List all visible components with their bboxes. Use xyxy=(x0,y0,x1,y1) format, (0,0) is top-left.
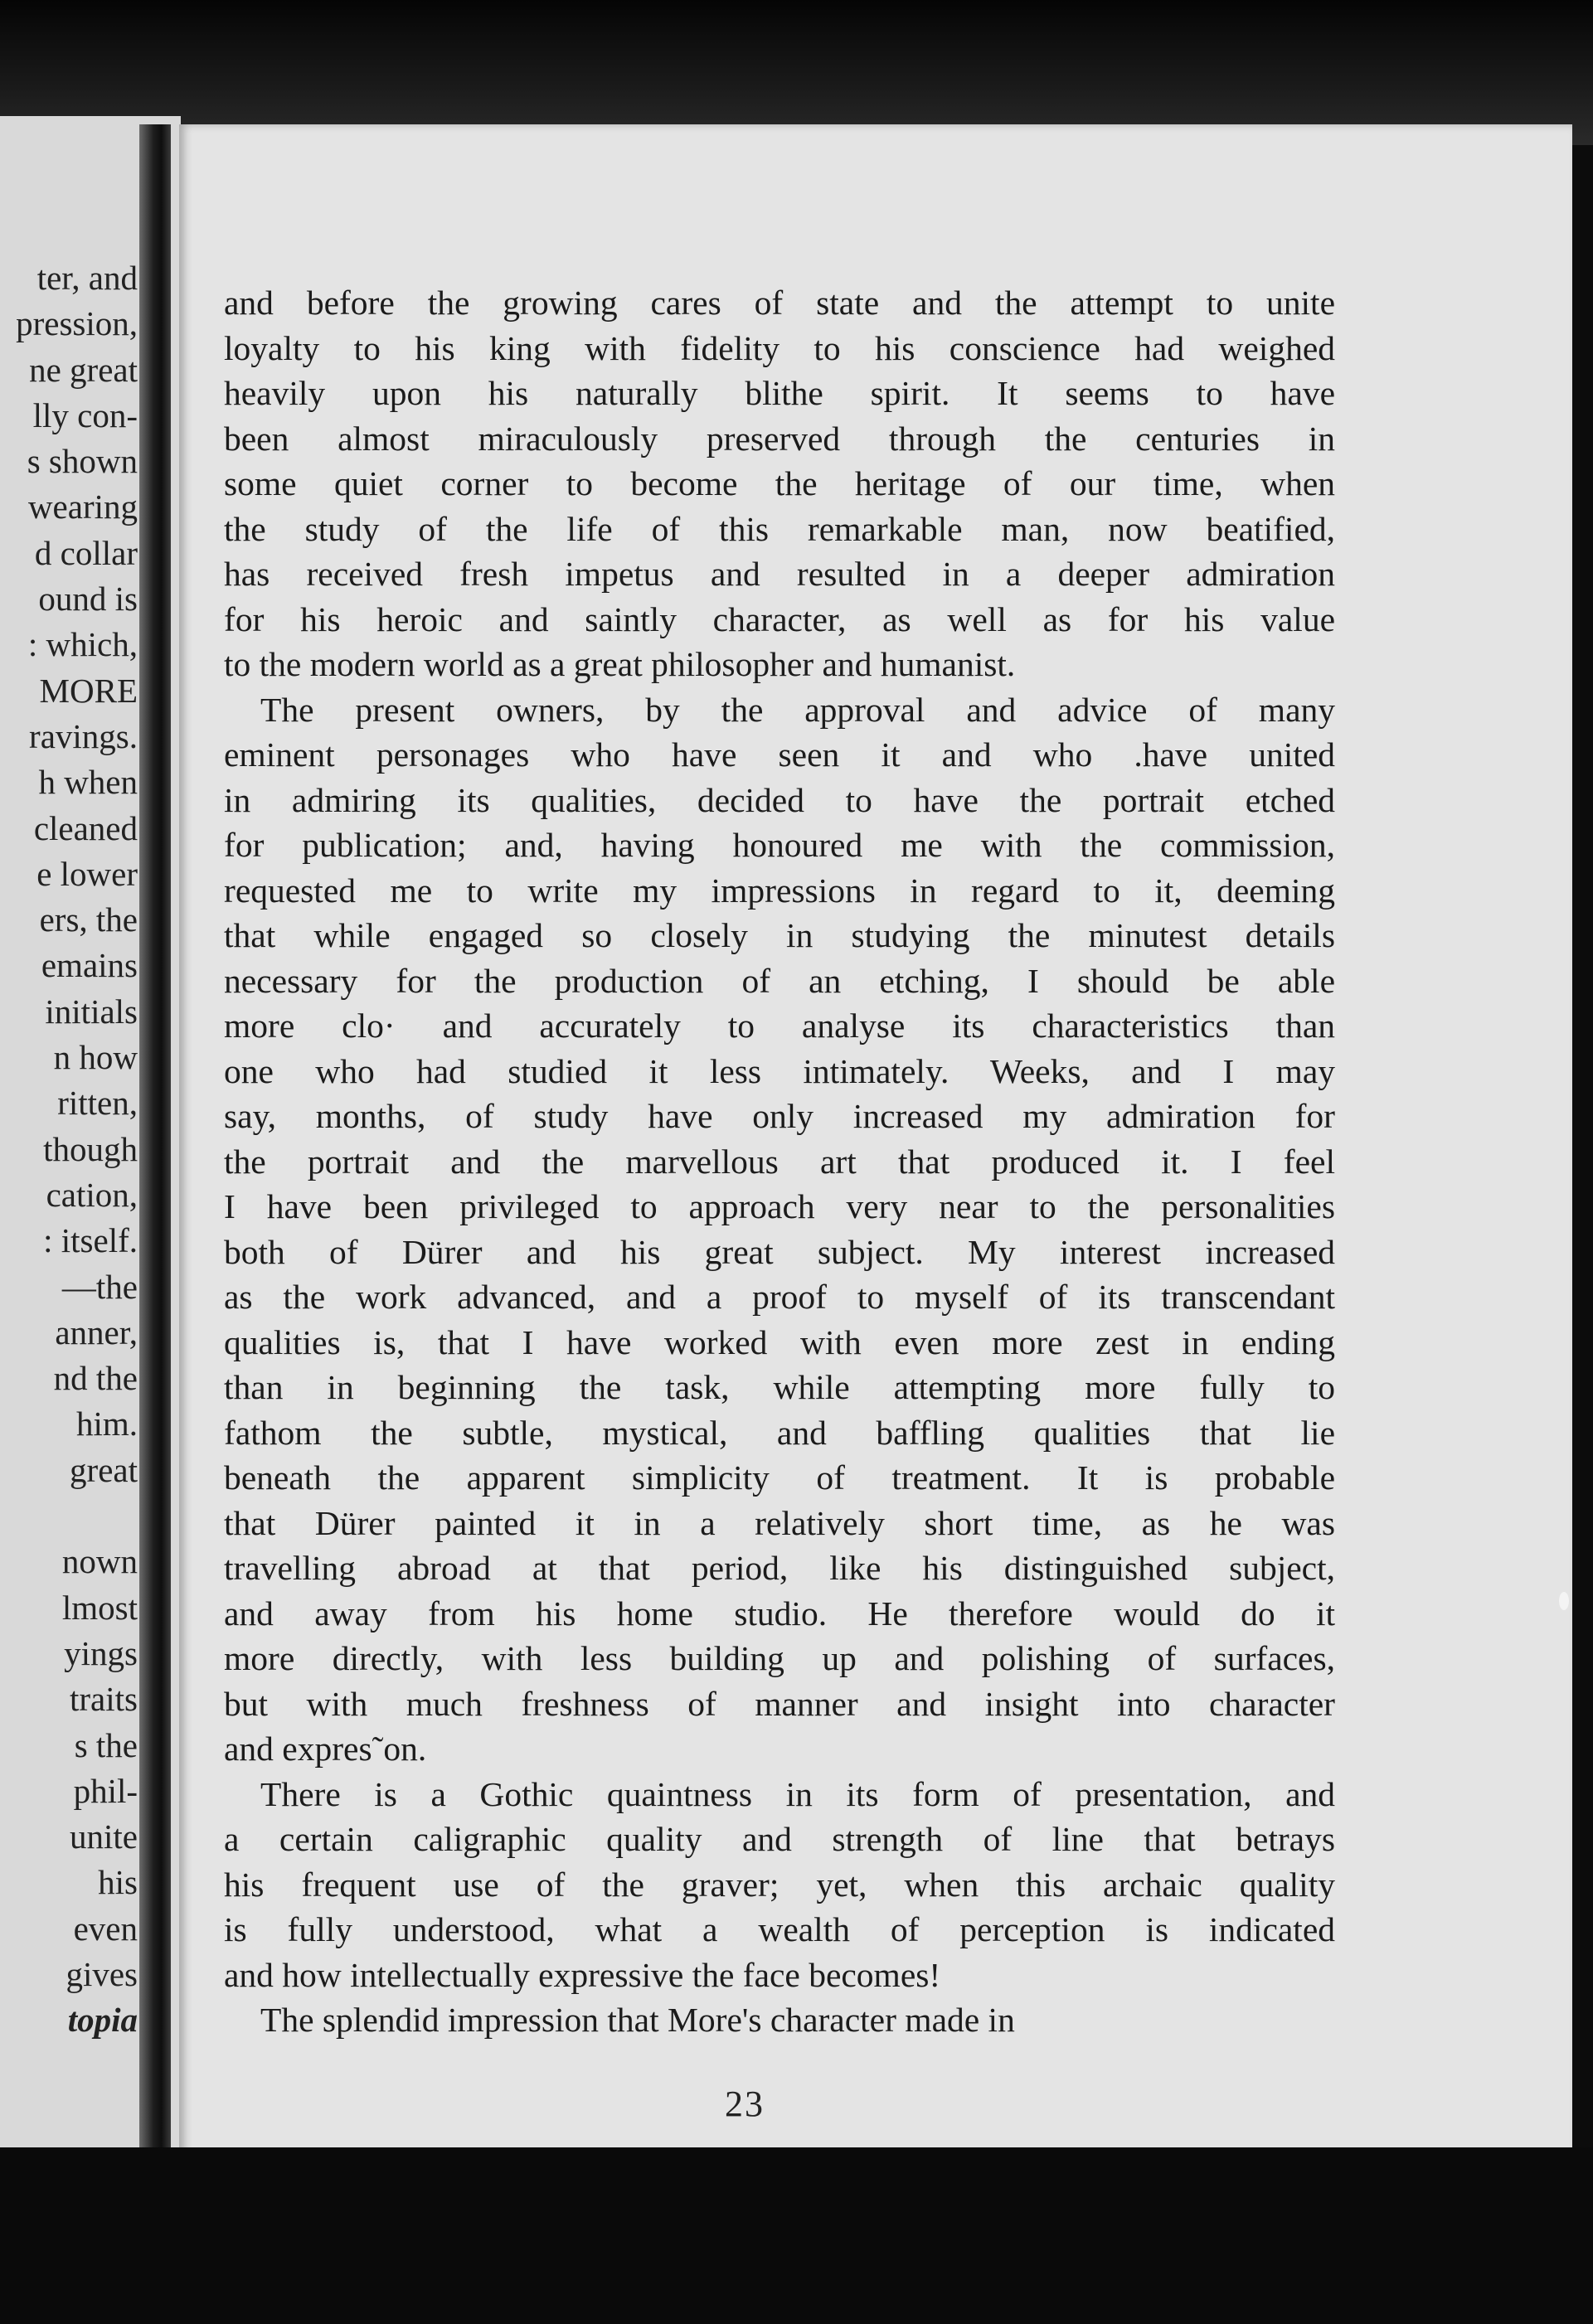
facing-page-line: though xyxy=(43,1129,138,1168)
scan-background-bottom xyxy=(0,2147,1593,2324)
text-line: for his heroic and saintly character, as well as for his value xyxy=(224,599,1335,638)
facing-page-line: anner, xyxy=(55,1312,138,1351)
text-line: and away from his home studio. He therefore would do it xyxy=(224,1594,1335,1633)
facing-page-line: ravings. xyxy=(29,716,138,755)
book-page xyxy=(179,124,1572,2301)
text-line: loyalty to his king with fidelity to his conscience had weighed xyxy=(224,328,1335,367)
facing-page-text xyxy=(0,255,138,2044)
text-line: requested me to write my impressions in regard to it, deeming xyxy=(224,871,1335,910)
text-line: but with much freshness of manner and insight into character xyxy=(224,1684,1335,1723)
text-line: has received fresh impetus and resulted in a deeper admiration xyxy=(224,555,1335,593)
facing-page-line: even xyxy=(73,1909,138,1948)
facing-page-line: traits xyxy=(70,1680,138,1719)
facing-page-line: unite xyxy=(70,1817,138,1856)
facing-page-line: —the xyxy=(61,1267,138,1306)
text-line: is fully understood, what a wealth of perception is indicated xyxy=(224,1910,1335,1948)
text-line: necessary for the production of an etching, I should be able xyxy=(224,961,1335,1000)
facing-page-line: lly con- xyxy=(32,395,138,434)
facing-page-line: cleaned xyxy=(33,808,138,847)
text-line: heavily upon his naturally blithe spirit. It seems to have xyxy=(224,374,1335,412)
text-line: to the modern world as a great philosopher and humanist. xyxy=(224,645,1016,683)
text-line: more clo· and accurately to analyse its characteristics than xyxy=(224,1007,1335,1045)
facing-page-line: topia xyxy=(67,2001,138,2040)
text-line: fathom the subtle, mystical, and baffling qualities that lie xyxy=(224,1413,1335,1452)
facing-page-line: d collar xyxy=(34,533,138,572)
text-line: a certain caligraphic quality and strength of line that betrays xyxy=(224,1820,1335,1858)
book-gutter xyxy=(139,124,171,2147)
text-line: both of Dürer and his great subject. My interest increased xyxy=(224,1232,1335,1271)
facing-page-line: s the xyxy=(74,1725,138,1764)
text-line: in admiring its qualities, decided to have the portrait etched xyxy=(224,780,1335,819)
facing-page-line: phil- xyxy=(73,1771,138,1810)
facing-page-line: pression, xyxy=(16,304,138,343)
text-line: and how intellectually expressive the face becomes! xyxy=(224,1955,941,1994)
scan-background-top xyxy=(0,0,1593,145)
text-line: beneath the apparent simplicity of treatment. It is probable xyxy=(224,1458,1335,1497)
facing-page-line: h when xyxy=(38,763,138,802)
facing-page-line: ritten, xyxy=(57,1084,138,1123)
text-line: been almost miraculously preserved through the centuries in xyxy=(224,419,1335,458)
facing-page-line: gives xyxy=(66,1954,138,1993)
text-line: for publication; and, having honoured me with the commission, xyxy=(224,826,1335,864)
facing-page-line: yings xyxy=(64,1633,138,1672)
text-line: his frequent use of the graver; yet, when this archaic quality xyxy=(224,1865,1335,1904)
page-number: 23 xyxy=(725,2084,765,2124)
facing-page-line: ers, the xyxy=(39,900,138,939)
text-line: and expres˜on. xyxy=(224,1730,427,1768)
facing-page-line: nd the xyxy=(53,1359,138,1398)
facing-page-line: ne great xyxy=(29,350,138,389)
body-text xyxy=(224,280,1335,2043)
text-line: I have been privileged to approach very near to the personalities xyxy=(224,1187,1335,1225)
facing-page-line: lmost xyxy=(61,1588,138,1627)
text-line: that Dürer painted it in a relatively short time, as he was xyxy=(224,1503,1335,1542)
facing-page-line: wearing xyxy=(27,488,138,526)
text-line: qualities is, that I have worked with even more zest in ending xyxy=(224,1322,1335,1361)
text-line: say, months, of study have only increased my admiration for xyxy=(224,1097,1335,1135)
facing-page-line: great xyxy=(70,1450,138,1489)
facing-page-line: emains xyxy=(41,946,138,985)
facing-page-line: e lower xyxy=(36,854,138,893)
facing-page-line: s shown xyxy=(27,442,138,481)
text-line: the study of the life of this remarkable man, now beatified, xyxy=(224,509,1335,548)
text-line: The present owners, by the approval and advice of many xyxy=(260,690,1335,729)
facing-page-line: him. xyxy=(75,1405,138,1443)
text-line: some quiet corner to become the heritage of our time, when xyxy=(224,464,1335,502)
text-line: one who had studied it less intimately. Weeks, and I may xyxy=(224,1051,1335,1090)
text-line: that while engaged so closely in studying the minutest details xyxy=(224,916,1335,954)
facing-page-line: ter, and xyxy=(36,259,138,297)
facing-page-line: his xyxy=(98,1863,138,1902)
text-line: There is a Gothic quaintness in its form of presentation, and xyxy=(260,1774,1335,1813)
text-line: the portrait and the marvellous art that produced it. I feel xyxy=(224,1142,1335,1181)
text-line: as the work advanced, and a proof to myself of its transcendant xyxy=(224,1278,1335,1316)
facing-page-line: : which, xyxy=(27,625,138,664)
facing-page-line: ound is xyxy=(38,580,138,619)
facing-page-line: : itself. xyxy=(43,1221,138,1260)
text-line: than in beginning the task, while attempting more fully to xyxy=(224,1368,1335,1406)
facing-page-line: MORE xyxy=(39,671,138,710)
facing-page-line: n how xyxy=(53,1038,138,1077)
facing-page-line: nown xyxy=(61,1542,138,1581)
margin-speck xyxy=(1559,1592,1569,1610)
text-line: The splendid impression that More's character made in xyxy=(260,2001,1015,2039)
facing-page-line: initials xyxy=(45,992,138,1031)
text-line: travelling abroad at that period, like his distinguished subject, xyxy=(224,1549,1335,1587)
facing-page-line: cation, xyxy=(46,1175,138,1214)
text-line: and before the growing cares of state and the attempt to unite xyxy=(224,284,1335,322)
text-line: eminent personages who have seen it and who .have united xyxy=(224,735,1335,774)
facing-page-line xyxy=(0,1493,138,1539)
text-line: more directly, with less building up and polishing of surfaces, xyxy=(224,1639,1335,1677)
